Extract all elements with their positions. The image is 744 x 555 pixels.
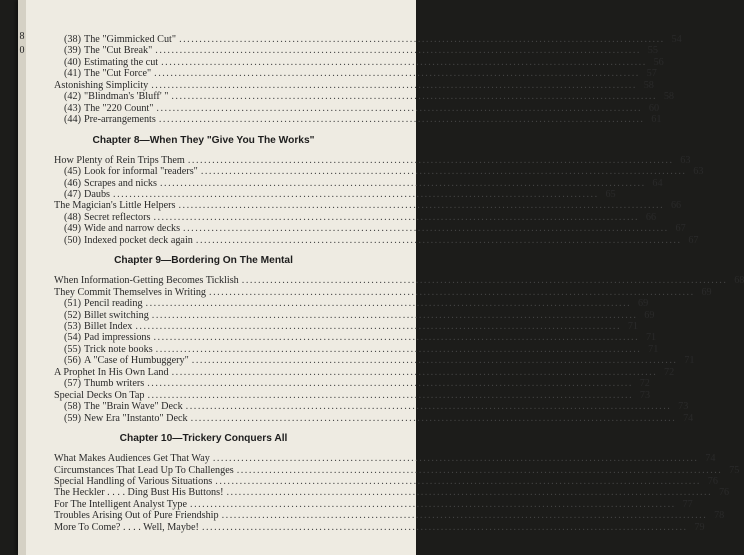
entry-page-number: 63 [693, 166, 704, 178]
toc-entry [64, 223, 686, 235]
entry-title: Estimating the cut [83, 56, 159, 68]
toc-entry [54, 200, 682, 212]
entry-title: Pencil reading [83, 298, 143, 310]
fragment-char: 0 [19, 45, 25, 56]
toc-entry [64, 234, 699, 246]
facing-page-edge [18, 0, 26, 555]
entry-page-number: 69 [644, 309, 655, 321]
entry-page-number: 74 [705, 453, 716, 465]
entry-title: Astonishing Simplicity [54, 79, 149, 91]
entry-number: (54) [64, 332, 81, 344]
entry-number: (44) [64, 114, 81, 126]
entry-title: The "Brain Wave" Deck [83, 401, 183, 413]
entry-title: Daubs [83, 188, 111, 200]
toc-entry [54, 389, 651, 401]
facing-page-text-fragment [18, 30, 26, 58]
dot-leader: ........................................................................................................................ [200, 166, 687, 178]
entry-number: (58) [64, 401, 81, 413]
entry-number: (42) [64, 91, 81, 103]
entry-page-number: 66 [645, 211, 657, 223]
entry-page-number: 78 [714, 510, 725, 522]
entry-page-number: 65 [605, 188, 616, 200]
entry-title: Billet Index [83, 321, 133, 332]
entry-title: Troubles Arising Out of Pure Friendship [54, 510, 219, 522]
dot-leader: ........................................................................................................................ [171, 91, 657, 103]
entry-title: Look for informal "readers" [83, 166, 198, 178]
dot-leader: ........................................................................................................................ [190, 412, 677, 424]
entry-title: For The Intelligent Analyst Type [54, 498, 188, 510]
dot-leader: ........................................................................................................................ [151, 79, 637, 91]
entry-page-number: 75 [729, 464, 740, 476]
dot-leader: ........................................................................................................................ [158, 114, 645, 126]
fragment-char: 8 [19, 31, 25, 42]
toc-entry [64, 332, 657, 344]
entry-page-number: 72 [639, 378, 650, 390]
toc-entry [64, 321, 638, 332]
toc-entry [54, 154, 691, 166]
entry-page-number: 66 [670, 200, 682, 212]
entry-title: More To Come? . . . . Well, Maybe! [54, 521, 199, 533]
toc-entry [54, 275, 744, 287]
dot-leader: ........................................................................................................................ [195, 234, 682, 246]
entry-title: Pre-arrangements [83, 114, 156, 126]
entry-title: The "Cut Force" [83, 68, 152, 80]
dot-leader: ........................................................................................................................ [156, 102, 643, 114]
dot-leader: ........................................................................................................................ [201, 521, 688, 533]
toc-entry [64, 378, 650, 390]
entry-number: (46) [64, 177, 81, 189]
chapter-heading: Chapter 10—Trickery Conquers All [119, 433, 288, 445]
dot-leader: ........................................................................................................................ [191, 355, 678, 367]
entry-number: (53) [64, 321, 81, 332]
dot-leader: ........................................................................................................................ [151, 309, 638, 321]
dot-leader: ........................................................................................................................ [161, 56, 647, 68]
dot-leader: ........................................................................................................................ [215, 475, 701, 487]
toc-entry [64, 56, 664, 68]
dot-leader: ........................................................................................................................ [179, 34, 665, 45]
entry-title: The "Cut Break" [83, 45, 153, 57]
entry-title: Scrapes and nicks [83, 177, 157, 189]
toc-entry [64, 34, 682, 45]
entry-page-number: 71 [648, 343, 659, 355]
toc-entry [64, 177, 663, 189]
entry-page-number: 58 [663, 91, 674, 103]
entry-page-number: 76 [707, 475, 718, 487]
entry-title: Special Handling of Various Situations [54, 475, 213, 487]
dot-leader: ........................................................................................................................ [187, 154, 674, 166]
dot-leader: ........................................................................................................................ [145, 298, 632, 310]
entry-title: "Blindman's 'Bluff' " [83, 91, 169, 103]
toc-entry [64, 355, 695, 367]
entry-number: (39) [64, 45, 81, 57]
dot-leader: ........................................................................................................................ [113, 188, 599, 200]
entry-title: New Era "Instanto" Deck [83, 412, 188, 424]
entry-number: (52) [64, 309, 81, 321]
dot-leader: ........................................................................................................................ [153, 332, 640, 344]
toc-entry [54, 475, 718, 487]
entry-number: (43) [64, 102, 81, 114]
entry-title: Thumb writers [83, 378, 145, 390]
toc-entry [64, 298, 649, 310]
toc-entry [54, 286, 712, 298]
entry-page-number: 64 [652, 177, 663, 189]
toc-entry [54, 510, 725, 522]
book-page [18, 0, 744, 555]
entry-page-number: 67 [688, 234, 699, 246]
dot-leader: ........................................................................................................................ [212, 453, 699, 465]
toc-entry [64, 91, 674, 103]
entry-number: (49) [64, 223, 81, 235]
toc-entry [64, 114, 662, 126]
entry-title: The Magician's Little Helpers [54, 200, 176, 212]
entry-number: (57) [64, 378, 81, 390]
toc-entry [64, 166, 704, 178]
entry-page-number: 68 [734, 275, 744, 287]
dot-leader: ........................................................................................................................ [159, 177, 646, 189]
entry-number: (47) [64, 188, 81, 200]
entry-title: When Information-Getting Becomes Ticklish [54, 275, 239, 287]
entry-number: (50) [64, 234, 81, 246]
entry-title: The Heckler . . . . Ding Bust His Buttons! [54, 487, 224, 499]
toc-entry [64, 309, 655, 321]
dot-leader: ........................................................................................................................ [135, 321, 621, 332]
toc-entry [64, 68, 657, 80]
dot-leader: ........................................................................................................................ [183, 223, 669, 235]
toc-entry [64, 188, 616, 200]
dot-leader: ........................................................................................................................ [226, 487, 713, 499]
dot-leader: ........................................................................................................................ [236, 464, 723, 476]
entry-page-number: 71 [684, 355, 695, 367]
entry-page-number: 76 [718, 487, 730, 499]
entry-page-number: 58 [643, 79, 654, 91]
entry-page-number: 63 [680, 154, 691, 166]
entry-page-number: 71 [627, 321, 638, 332]
entry-page-number: 71 [645, 332, 657, 344]
entry-page-number: 73 [678, 401, 689, 413]
entry-title: Circumstances That Lead Up To Challenges [54, 464, 234, 476]
dot-leader: ........................................................................................................................ [209, 286, 695, 298]
dot-leader: ........................................................................................................................ [190, 498, 676, 510]
chapter-heading: Chapter 8—When They "Give You The Works" [92, 134, 315, 146]
entry-title: Secret reflectors [83, 211, 151, 223]
entry-title: Special Decks On Tap [54, 389, 145, 401]
dot-leader: ........................................................................................................................ [147, 378, 633, 390]
toc-entry [54, 487, 730, 499]
entry-page-number: 77 [682, 498, 693, 510]
dot-leader: ........................................................................................................................ [185, 401, 672, 413]
entry-number: (56) [64, 355, 81, 367]
dot-leader: ........................................................................................................................ [178, 200, 665, 212]
toc-entry [64, 401, 689, 413]
toc-entry [54, 366, 675, 378]
entry-page-number: 79 [694, 521, 705, 533]
entry-title: Wide and narrow decks [83, 223, 181, 235]
entry-title: Billet switching [83, 309, 149, 321]
entry-title: Indexed pocket deck again [83, 234, 193, 246]
entry-page-number: 55 [647, 45, 658, 57]
entry-title: They Commit Themselves in Writing [54, 286, 207, 298]
dot-leader: ........................................................................................................................ [153, 211, 640, 223]
entry-page-number: 73 [639, 389, 651, 401]
entry-number: (59) [64, 412, 81, 424]
toc-entry [64, 211, 657, 223]
entry-title: A "Case of Humbuggery" [83, 355, 189, 367]
entry-title: A Prophet In His Own Land [54, 366, 169, 378]
entry-title: How Plenty of Rein Trips Them [54, 154, 185, 166]
toc-entry [54, 453, 716, 465]
entry-title: The "Gimmicked Cut" [83, 34, 177, 45]
toc-entry [54, 521, 705, 533]
entry-page-number: 67 [675, 223, 686, 235]
toc-entry [54, 498, 693, 510]
dot-leader: ........................................................................................................................ [155, 343, 642, 355]
dot-leader: ........................................................................................................................ [154, 68, 640, 80]
dot-leader: ........................................................................................................................ [241, 275, 728, 287]
chapter-heading: Chapter 9—Bordering On The Mental [114, 255, 293, 267]
toc-entry [54, 464, 740, 476]
entry-page-number: 69 [637, 298, 649, 310]
entry-page-number: 74 [683, 412, 694, 424]
entry-page-number: 56 [653, 56, 664, 68]
dot-leader: ........................................................................................................................ [147, 389, 634, 401]
entry-page-number: 60 [648, 102, 660, 114]
entry-title: Trick note books [83, 343, 153, 355]
dot-leader: ........................................................................................................................ [155, 45, 641, 57]
entry-number: (40) [64, 56, 81, 68]
entry-page-number: 61 [651, 114, 662, 126]
entry-title: The "220 Count" [83, 102, 154, 114]
entry-number: (51) [64, 298, 81, 310]
toc-entry [64, 45, 658, 57]
toc-entry [64, 412, 694, 424]
entry-page-number: 54 [671, 34, 682, 45]
toc-entry [64, 343, 659, 355]
entry-title: What Makes Audiences Get That Way [54, 453, 210, 465]
entry-number: (55) [64, 343, 81, 355]
entry-title: Pad impressions [83, 332, 151, 344]
entry-number: (45) [64, 166, 81, 178]
entry-page-number: 69 [701, 286, 712, 298]
entry-number: (38) [64, 34, 81, 45]
toc-entry [54, 79, 654, 91]
dot-leader: ........................................................................................................................ [221, 510, 708, 522]
entry-page-number: 57 [646, 68, 657, 80]
entry-number: (41) [64, 68, 81, 80]
entry-page-number: 72 [664, 366, 675, 378]
entry-number: (48) [64, 211, 81, 223]
toc-entry [64, 102, 660, 114]
dot-leader: ........................................................................................................................ [171, 366, 658, 378]
